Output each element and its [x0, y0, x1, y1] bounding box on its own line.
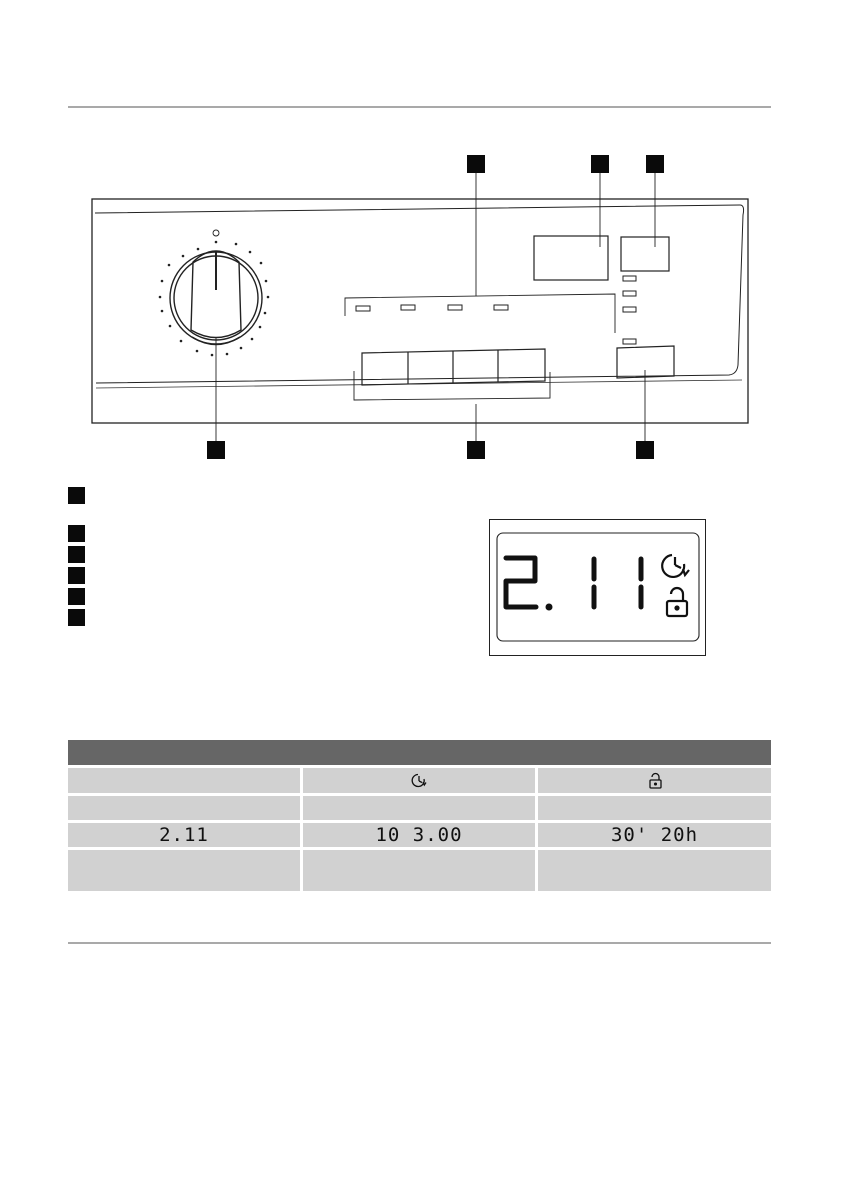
table-value-cell: 10 3.00	[303, 823, 535, 847]
table-cell	[538, 796, 771, 820]
table-cell	[303, 768, 535, 793]
programme-knob	[170, 251, 262, 345]
led-bracket	[345, 294, 615, 333]
control-panel-diagram	[0, 0, 841, 470]
table-cell	[303, 850, 535, 891]
table-cell	[68, 796, 300, 820]
option-leds	[356, 305, 508, 311]
table-row	[68, 850, 771, 891]
door-unlocked-icon	[646, 772, 664, 790]
table-row	[68, 768, 771, 793]
callout-squares	[207, 155, 664, 459]
display-table	[68, 740, 771, 891]
table-cell	[538, 850, 771, 891]
bottom-rule	[68, 942, 771, 944]
lcd-digit-2	[506, 558, 536, 607]
table-cell	[538, 768, 771, 793]
table-row	[68, 796, 771, 820]
legend-marker	[68, 525, 85, 542]
status-leds	[623, 276, 636, 344]
table-header-bar	[68, 740, 771, 765]
legend-marker	[68, 609, 85, 626]
dial-off-marker	[213, 230, 219, 236]
legend-marker	[68, 487, 85, 504]
table-row	[68, 823, 771, 847]
display-detail	[489, 519, 706, 656]
lcd-window	[497, 533, 699, 641]
legend-marker	[68, 588, 85, 605]
lcd-dot	[546, 604, 553, 611]
delay-icon	[662, 555, 689, 577]
table-cell	[68, 768, 300, 793]
table-value-cell: 30' 20h	[538, 823, 771, 847]
table-cell	[68, 850, 300, 891]
buttons-bracket	[354, 371, 550, 400]
legend-marker	[68, 546, 85, 563]
door-indicator-window	[621, 237, 669, 271]
table-value-cell: 2.11	[68, 823, 300, 847]
delay-icon	[410, 772, 428, 790]
dial-markings	[159, 241, 270, 357]
legend-marker	[68, 567, 85, 584]
door-unlocked-icon	[667, 588, 687, 616]
panel-frame	[92, 199, 748, 423]
display-window	[534, 236, 608, 280]
table-cell	[303, 796, 535, 820]
start-pause-button	[617, 346, 674, 378]
